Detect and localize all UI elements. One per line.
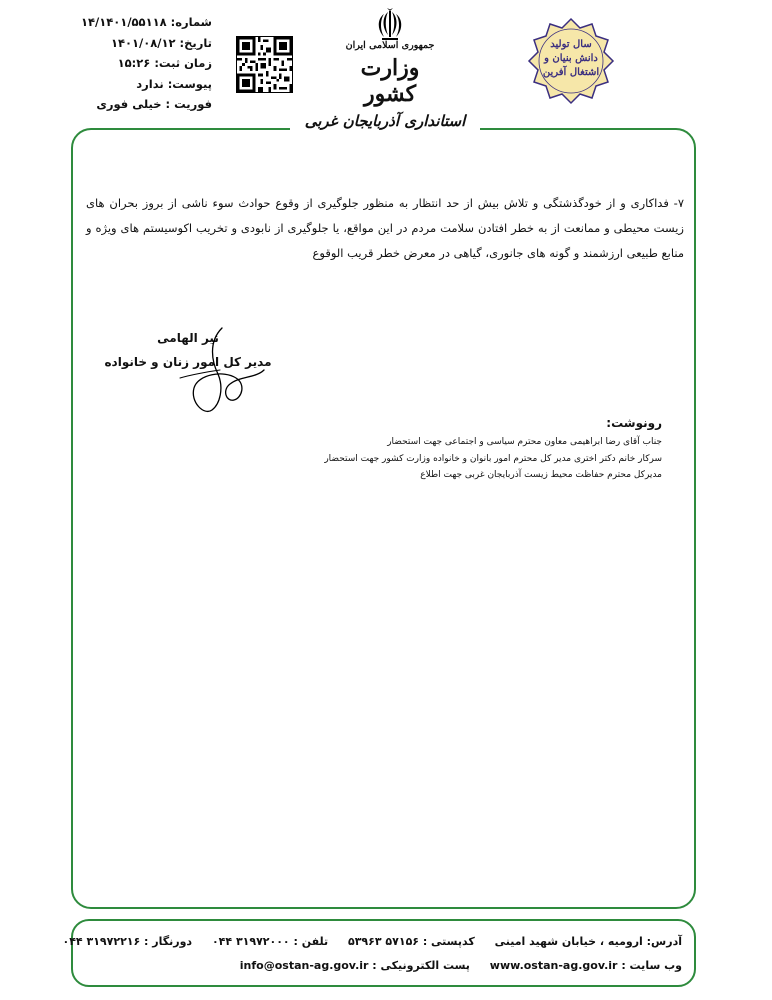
letter-number-row — [12, 12, 212, 33]
copy-recipient-3: مدیرکل محترم حفاظت محیط زیست آذربایجان غربی جهت اطلاع — [420, 470, 662, 480]
iran-emblem-icon — [374, 8, 406, 42]
copy-recipient-2: سرکار خانم دکتر اختری مدیر کل محترم امور بانوان و خانواده وزارت کشور جهت استحضار — [324, 453, 662, 464]
slogan-line-3: اشتغال آفرین — [542, 67, 600, 78]
copies-section — [142, 416, 662, 484]
copies-title: رونوشت: — [606, 416, 662, 430]
footer-email[interactable]: پست الکترونیکی : info@ostan-ag.gov.ir — [239, 959, 470, 972]
letter-metadata — [12, 12, 212, 115]
handwritten-signature — [160, 318, 280, 418]
ministry-text: وزارت کشور — [360, 55, 420, 107]
registration-time-row — [12, 53, 212, 74]
republic-text: جمهوری اسلامی ایران — [345, 40, 435, 51]
qr-code-icon — [236, 36, 293, 93]
footer-contact-box — [62, 919, 696, 987]
registration-time-value: ۱۵:۲۶ — [117, 56, 151, 70]
footer-postal-code: کدپستی : ۵۷۱۵۶ ۵۳۹۶۳ — [348, 935, 475, 948]
footer-line-1 — [62, 935, 682, 948]
registration-time-label: زمان ثبت: — [154, 56, 212, 70]
year-slogan-badge — [526, 16, 616, 106]
footer-phone: تلفن : ۳۱۹۷۲۰۰۰ ۰۴۴ — [211, 935, 329, 948]
footer-address: آدرس: ارومیه ، خیابان شهید امینی — [494, 935, 682, 948]
letter-number-value: ۱۴/۱۴۰۱/۵۵۱۱۸ — [81, 15, 167, 29]
letter-number-label: شماره: — [170, 15, 212, 29]
attachment-label: پیوست: — [167, 76, 212, 91]
footer-website[interactable]: وب سایت : www.ostan-ag.gov.ir — [489, 959, 682, 972]
ministry-logo — [340, 8, 440, 107]
footer-fax: دورنگار : ۳۱۹۷۲۲۱۶ ۰۴۴ — [62, 935, 193, 948]
signer-name: نیر الهامی — [157, 331, 219, 345]
priority-row — [12, 94, 212, 115]
governorate-title: استانداری آذربایجان غربی — [290, 112, 480, 130]
letter-body-paragraph: ۷- فداکاری و از خودگذشتگی و تلاش بیش از حد انتظار به منظور جلوگیری از وقوع حوادث سوء ناشی از بروز بحران های زیست محیطی و ممانعت از به خطر افتادن سلامت مردم در این مواقع، یا جلوگیری از نابودی و تخریب اکوسیستم های ویژه و منابع طبیعی ارزشمند و گونه های جانوری، گیاهی در معرض خطر قریب الوقوع — [86, 196, 684, 260]
priority-value: خیلی فوری — [96, 97, 162, 111]
attachment-row — [12, 74, 212, 95]
priority-label: فوریت : — [165, 97, 212, 111]
signer-title: مدیر کل امور زنان و خانواده — [104, 355, 272, 369]
letter-date-value: ۱۴۰۱/۰۸/۱۲ — [110, 35, 176, 50]
letter-date-label: تاریخ: — [179, 35, 212, 50]
attachment-value: ندارد — [136, 76, 164, 91]
copy-recipient-1: جناب آقای رضا ابراهیمی معاون محترم سیاسی و اجتماعی جهت استحضار — [387, 437, 662, 447]
slogan-line-2: دانش بنیان و — [544, 53, 598, 64]
footer-line-2 — [82, 959, 682, 972]
slogan-line-1: سال تولید — [550, 39, 592, 50]
letter-date-row — [12, 33, 212, 54]
slogan-text — [526, 38, 616, 80]
